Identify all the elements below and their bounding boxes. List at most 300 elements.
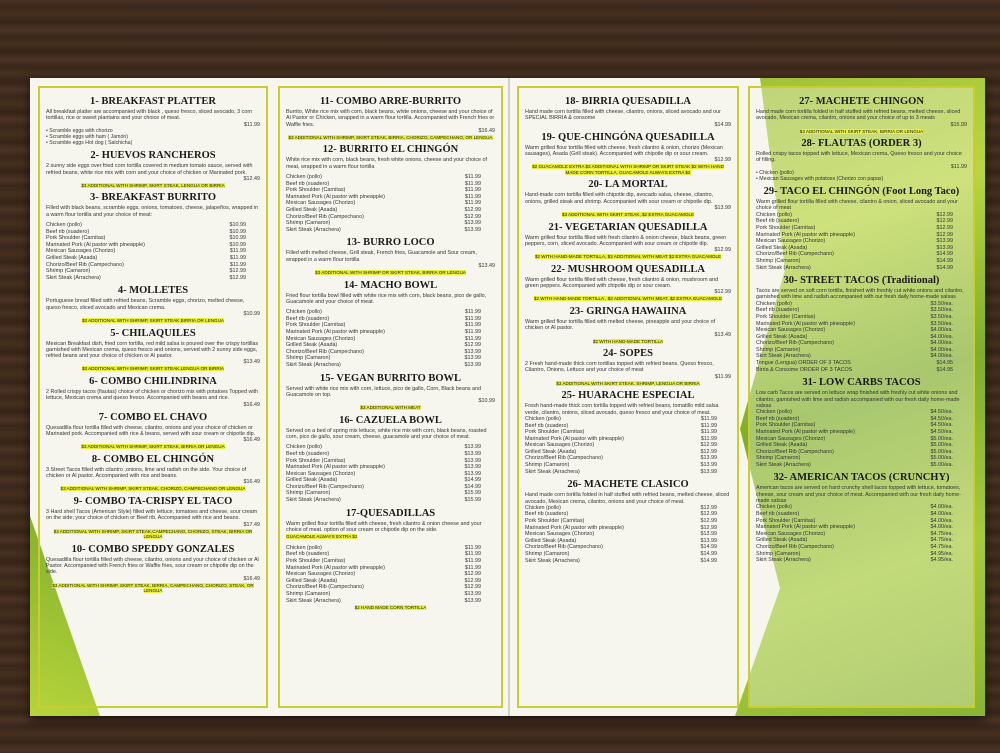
menu-item-5 (46, 328, 260, 372)
item-title: 26- MACHETE CLASICO (567, 479, 689, 491)
option-price: $15.99 (464, 497, 481, 504)
item-title: 13- BURRO LOCO (346, 237, 435, 249)
meat-option: Birria & Consome ORDER OF 3 TACOS (756, 366, 853, 373)
item-title: 5- CHILAQUILES (110, 327, 196, 339)
meat-option: Chicken (pollo) (756, 409, 792, 416)
menu-item-2 (46, 150, 260, 188)
option-price: $12.99 (700, 511, 717, 518)
meat-option: Chicken (pollo) (46, 221, 82, 228)
price-row (286, 451, 495, 458)
item-title: 23- GRINGA HAWAIINA (569, 305, 687, 317)
option-price: $5.00/ea. (930, 435, 953, 442)
price-row (525, 436, 731, 443)
option-price: $13.99 (464, 591, 481, 598)
option-price: $12.99 (936, 211, 953, 218)
item-description: Rolled crispy tacos topped with lettuce, Mexican crema, Queso fresco and your choice of filling. (756, 151, 962, 164)
item-price: $12.99 (714, 247, 731, 254)
price-row (286, 558, 495, 565)
option-price: $14.99 (936, 257, 953, 264)
price-row (525, 558, 731, 565)
meat-option: Chicken (pollo) (525, 415, 561, 422)
extra-note: $3 ADDITIONAL WITH SHRIMP, SKIRT STEAK, LENGUA OR BIRRIA (81, 182, 225, 188)
option-price: $4.95/ea. (930, 550, 953, 557)
item-title: 11- COMBO ARRE-BURRITO (320, 96, 461, 107)
item-title: 17-QUESADILLAS (345, 507, 436, 519)
meat-option: Pork Shoulder (Carnitas) (525, 518, 585, 525)
item-description: Fried flour tortilla bowl filled with white rice mix with corn, black beans, pico de gallo, Guacamole and your choice of meat. (286, 292, 487, 305)
option-price: $11.99 (229, 261, 246, 268)
price-row (286, 342, 495, 349)
item-description: Hand-made corn tortilla filled with chipotle dip, avocado salsa, cheese, cilantro, onions, grilled steak and shrimp. Accompanied with sour cream or chipotle dip. (525, 192, 714, 205)
meat-option: Skirt Steak (Arrachera) (286, 597, 341, 604)
meat-option: Beef rib (suadero) (756, 307, 800, 314)
price-row (46, 222, 260, 229)
price-row (286, 349, 495, 356)
meat-option: Pork Shoulder (Carnitas) (286, 558, 346, 565)
meat-option: Mexican Sausages (Chorizo) (286, 335, 356, 342)
option-price: $12.99 (700, 448, 717, 455)
option-price: $11.99 (464, 328, 481, 335)
meat-option: Mexican Sausages (Chorizo) (286, 200, 356, 207)
option-price: $11.99 (464, 187, 481, 194)
item-title: 20- LA MORTAL (588, 179, 668, 191)
meat-option: Shrimp (Camaron) (286, 490, 331, 497)
meat-option: Chorizo/Beef Rib (Campechano) (46, 261, 124, 268)
option-price: $4.00/ea. (930, 517, 953, 524)
option-price: $4.95/ea. (930, 557, 953, 564)
option-price: $11.99 (700, 429, 717, 436)
option-price: $10.99 (229, 235, 246, 242)
price-row (756, 436, 967, 443)
price-row (525, 462, 731, 469)
option-price: $4.75/ea. (930, 530, 953, 537)
option-price: $12.99 (464, 207, 481, 214)
item-description: Tacos are served on soft corn tortilla, finished with freshly cut white onions and cilantro, garnished with lime and radish accompanied with our fresh daily home-made salsas (756, 288, 964, 301)
option-price: $13.99 (700, 468, 717, 475)
option-price: $13.99 (700, 531, 717, 538)
price-row (286, 207, 495, 214)
option-price: $3.50/ea. (930, 300, 953, 307)
option-price: $13.99 (464, 348, 481, 355)
price-row (756, 245, 967, 252)
price-list (525, 416, 731, 475)
meat-option: Marinated Pork (Al pastor with pineapple) (756, 231, 855, 238)
meat-option: Chicken (pollo) (756, 300, 792, 307)
meat-option: Pork Shoulder (Carnitas) (756, 517, 816, 524)
item-description: Burrito, White rice mix with corn, black beans, white onions, cheese and your choice of Al Pastor or Chicken, wrapped in a warm flour tortilla. Accompanied with French fries or Waffle fries. (286, 109, 495, 128)
option-price: $5.00/ea. (930, 442, 953, 449)
meat-option: Grilled Steak (Asada) (286, 207, 338, 214)
price-row (525, 505, 731, 512)
extra-note: $2 WITH HAND-MADE TORTILLA (592, 338, 664, 344)
option-price: $13.99 (700, 455, 717, 462)
meat-option: Chicken (pollo) (286, 544, 322, 551)
item-description: 3 Street Tacos filled with cilantro ,onions, lime and radish on the side. Your choice of chicken or Al pastor. Accompanied with rice and beans. (46, 466, 247, 480)
item-description: Warm grilled flour tortilla filled with cheese, cilantro & onion, sliced avocado and your choice of meat (756, 199, 958, 212)
item-title: 12- BURRITO EL CHINGÓN (322, 144, 459, 156)
item-price: $14.99 (714, 121, 731, 128)
menu-item-25 (525, 390, 731, 475)
item-price: $12.49 (243, 175, 260, 182)
price-row (286, 598, 495, 605)
option-price: $11.99 (464, 551, 481, 558)
price-row (756, 347, 967, 354)
price-row (286, 490, 495, 497)
meat-option: Beef rib (suadero) (286, 180, 330, 187)
item-description: Hand made corn tortilla folded in half stuffed with refried beans, melted cheese, sliced avocado, Mexican crema, cilantro, onions and your choice of meat. (525, 492, 730, 505)
option-price: $13.99 (464, 355, 481, 362)
option-price: $14.99 (936, 251, 953, 258)
option-price: $12.99 (229, 274, 246, 281)
item-title: 1- BREAKFAST PLATTER (89, 96, 217, 107)
item-title: 24- SOPES (603, 348, 653, 360)
option-price: $12.99 (464, 571, 481, 578)
option-price: $13.99 (936, 238, 953, 245)
price-list (286, 174, 495, 233)
item-price: $11.99 (714, 373, 731, 380)
option-price: $14.99 (464, 477, 481, 484)
price-row (525, 469, 731, 476)
option-price: $3.50/ea. (930, 307, 953, 314)
price-row (286, 214, 495, 221)
price-row (286, 362, 495, 369)
meat-option: Mexican Sausages (Chorizo) (756, 327, 826, 334)
option-price: $13.99 (464, 597, 481, 604)
item-price: $17.49 (243, 521, 260, 528)
price-row (286, 322, 495, 329)
meat-option: Chorizo/Beef Rib (Campechano) (756, 340, 834, 347)
menu-item-19 (525, 132, 731, 176)
menu-column-2 (278, 86, 503, 708)
item-price: $13.49 (714, 331, 731, 338)
option-price: $4.75/ea. (930, 543, 953, 550)
meat-option: Marinated Pork (Al pastor with pineapple) (525, 524, 624, 531)
menu-item-30 (756, 275, 967, 373)
meat-option: Pork Shoulder (Carnitas) (756, 422, 816, 429)
item-price: $16.49 (243, 437, 260, 444)
meat-option: Shrimp (Camaron) (525, 551, 570, 557)
menu-item-17 (286, 508, 495, 611)
price-row (286, 477, 495, 484)
item-description: 2 sunny side eggs over fried corn tortilla covered in medium tomato sauce, served with refried beans, white rice mix with corn and your choice of chicken or Marinated pork. (46, 163, 253, 176)
meat-option: Skirt Steak (Arrachera) (286, 361, 341, 368)
item-price: $13.49 (243, 359, 260, 366)
meat-option: Grilled Steak (Asada) (286, 342, 338, 349)
price-row (756, 416, 967, 423)
meat-option: Skirt Steak (Arrachera) (286, 497, 341, 504)
meat-option: Mexican Sausages (Chorizo) (525, 531, 595, 538)
price-row (756, 360, 967, 367)
meat-option: Skirt Steak (Arrachera) (756, 353, 811, 360)
option-price: $12.99 (936, 218, 953, 225)
price-row (756, 442, 967, 449)
meat-option: Shrimp (Camaron) (525, 462, 570, 469)
meat-option: Marinated Pork (Al pastor with pineapple) (46, 241, 145, 248)
item-description: Warm grilled flour tortilla filled with cheese, fresh cilantro & onion cheese and your choice of meat. option of sour cream or chipotle dip on the side. (286, 520, 482, 533)
price-row (46, 255, 260, 262)
option-price: $11.99 (229, 248, 246, 255)
price-row (756, 321, 967, 328)
option-price: $12.99 (700, 518, 717, 525)
option-price: $4.00/ea. (930, 353, 953, 360)
price-row (286, 545, 495, 552)
menu-item-22 (525, 264, 731, 302)
meat-option: Mexican Sausages (Chorizo) (286, 571, 356, 578)
meat-option: Grilled Steak (Asada) (756, 244, 808, 251)
meat-option: Grilled Steak (Asada) (286, 477, 338, 484)
item-price: $10.99 (243, 310, 260, 317)
price-row (756, 511, 967, 518)
meat-option: Shrimp (Camaron) (46, 268, 91, 275)
price-row (286, 194, 495, 201)
meat-option: Mexican Sausages (Chorizo) (756, 238, 826, 245)
menu-item-13 (286, 237, 495, 275)
option-price: $13.99 (464, 361, 481, 368)
meat-option: Marinated Pork (Al pastor with pineapple) (286, 328, 385, 335)
meat-option: Shrimp (Camaron) (756, 257, 801, 264)
meat-option: Grilled Steak (Asada) (756, 537, 808, 544)
option-price: $12.99 (229, 268, 246, 275)
meat-option: Mexican Sausages (Chorizo) (525, 442, 595, 449)
item-description: Quesadilla flour tortilla filled with cheese, cilantro, onions and your choice of chicken or Marinated pork. Accompanied with rice & beans, served with sour cream or chipotle dip. (46, 424, 256, 437)
option-price: $13.99 (936, 244, 953, 251)
option-price: $11.99 (464, 564, 481, 571)
price-row (286, 551, 495, 558)
meat-option: Chicken (pollo) (525, 504, 561, 511)
item-title: 30- STREET TACOS (Traditional) (783, 275, 940, 287)
option-price: $12.99 (700, 524, 717, 531)
item-title: 6- COMBO CHILINDRINA (89, 376, 217, 387)
price-row (525, 511, 731, 518)
meat-option: Chicken (pollo) (756, 504, 792, 511)
price-row (756, 524, 967, 531)
option-price: $13.99 (700, 537, 717, 544)
menu-column-3 (517, 86, 739, 708)
meat-option: Pork Shoulder (Carnitas) (286, 457, 346, 464)
meat-option: Skirt Steak (Arrachera) (525, 468, 580, 475)
meat-option: Shrimp (Camaron) (756, 455, 801, 462)
item-description: Served on a bed of spring mix lettuce, white rice mix with corn, black beans, roasted corn, pico de gallo, sour cream, cheese, guacamole and your choice of meat. (286, 427, 487, 441)
item-description: Quesadilla flour tortilla filled with cheese, cilantro, onions and your choice of chicken or Al Pastor. Accompanied with French fries or Waffle fries, sour cream or chipotle dip on the side. (46, 556, 259, 576)
price-row (286, 464, 495, 471)
meat-option: Grilled Steak (Asada) (756, 333, 808, 340)
menu-item-8 (46, 454, 260, 492)
price-row (756, 314, 967, 321)
option-price: $14.99 (936, 264, 953, 271)
option-price: $11.99 (229, 254, 246, 261)
option-price: $13.99 (464, 464, 481, 471)
meat-option: Chicken (pollo) (286, 309, 322, 316)
menu-item-12 (286, 144, 495, 233)
meat-option: Chicken (pollo) (286, 444, 322, 451)
menu-item-29 (756, 186, 967, 271)
meat-option: Skirt Steak (Arrachera) (46, 274, 101, 281)
meat-option: Chorizo/Beef Rib (Campechano) (756, 251, 834, 258)
option-price: $4.50/ea. (930, 409, 953, 416)
option-price: $13.99 (464, 226, 481, 233)
price-list (46, 222, 260, 281)
item-price: $16.49 (243, 575, 260, 582)
option-price: $11.99 (464, 315, 481, 322)
price-row (286, 584, 495, 591)
price-row (525, 531, 731, 538)
price-row (286, 227, 495, 234)
menu-item-21 (525, 222, 731, 260)
option-price: $11.99 (464, 544, 481, 551)
item-description: 3 Hard shell Tacos (American Style) filled with lettuce, tomatoes and cheese, sour cream on the side; your choice of chicken or Beef rib. Accompanied with rice and beans. (46, 508, 258, 522)
option-price: $14.99 (464, 483, 481, 490)
item-title: 28- FLAUTAS (ORDER 3) (801, 138, 922, 150)
item-description: American tacos are served on hard crunchy shell tacos topped with lettuce, tomatoes, cheese, sour cream and your choice of meat. Accompanied with our fresh daily home-made salsas (756, 485, 961, 505)
option-price: $4.00/ea. (930, 327, 953, 334)
option-price: $14.99 (700, 544, 717, 551)
price-list (286, 444, 495, 503)
option-price: $14.95 (936, 366, 953, 373)
extra-note: $2 HAND MADE CORN TORTILLA (354, 605, 427, 611)
item-title: 22- MUSHROOM QUESADILLA (550, 263, 705, 275)
option-price: $11.99 (464, 193, 481, 200)
item-price: $13.99 (714, 204, 731, 211)
price-list (756, 212, 967, 271)
price-row (46, 229, 260, 236)
item-description: Fresh hand-made thick corn tortilla topped with refried beans, tomatillo mild salsa verde, cilantro, onions, sliced avocado, queso fresco and your choice of meat. (525, 403, 719, 416)
option-price: $5.00/ea. (930, 455, 953, 462)
meat-option: Marinated Pork (Al pastor with pineapple) (756, 320, 855, 327)
price-row (756, 212, 967, 219)
option-price: $11.99 (700, 435, 717, 442)
meat-option: Mexican Sausages (Chorizo) (756, 530, 826, 537)
option-price: $12.99 (464, 584, 481, 591)
extra-note: $3 ADDITIONAL WITH SHRIMP, SKIRT STEAK,CAMPECHANO, CHORIZO, STEAK, BIRRIA OR LENGUA (53, 528, 253, 540)
price-row (286, 497, 495, 504)
meat-option: Beef rib (suadero) (756, 415, 800, 422)
option-price: $11.99 (464, 200, 481, 207)
menu-item-10 (46, 544, 260, 594)
item-description: Filled with black beans, scramble eggs, onions, tomatoes, cheese, jalapeños, wrapped in a warm flour tortilla and your choice of meat: (46, 205, 259, 218)
menu-item-4 (46, 285, 260, 323)
price-row (286, 329, 495, 336)
price-row (756, 544, 967, 551)
menu-item-16 (286, 415, 495, 504)
item-title: 29- TACO EL CHINGÓN (Foot Long Taco) (763, 186, 960, 198)
option-price: $12.99 (464, 213, 481, 220)
price-row (756, 557, 967, 564)
option-price: $12.99 (464, 342, 481, 349)
price-row (525, 518, 731, 525)
option-price: $11.99 (464, 180, 481, 187)
item-price: $16.49 (243, 401, 260, 408)
price-row (756, 422, 967, 429)
meat-option: Beef rib (suadero) (756, 510, 800, 517)
item-description: Warm grilled flour tortilla filled with cheese, fresh cilantro & onion, mushroom and green peppers. Accompanied with chipotle dip or sour cream. (525, 276, 719, 290)
meat-option: Skirt Steak (Arrachera) (286, 226, 341, 233)
item-title: 8- COMBO EL CHINGÓN (91, 453, 215, 465)
meat-option: Marinated Pork (Al pastor with pineapple) (286, 564, 385, 571)
menu-item-18 (525, 96, 731, 128)
price-row (525, 416, 731, 423)
extra-note: $3 ADDITIONAL WITH SHRIMP, SKIRT STEAK, BIRRIA OR LENGUA (81, 444, 225, 450)
item-title: 16- CAZUELA BOWL (339, 414, 442, 426)
meat-option: Marinated Pork (Al pastor with pineapple) (286, 193, 385, 200)
price-row (756, 551, 967, 558)
menu-item-3 (46, 192, 260, 281)
option-price: $4.75/ea. (930, 537, 953, 544)
meat-option: Marinated Pork (Al pastor with pineapple) (756, 428, 855, 435)
option-price: $11.99 (464, 335, 481, 342)
price-row (756, 429, 967, 436)
extra-note: $3 ADDITIONAL WITH SHRIMP OR SKIRT STEAK, BIRRIA OR LENGUA (315, 270, 466, 276)
price-row (525, 455, 731, 462)
item-title: 18- BIRRIA QUESADILLA (564, 96, 692, 107)
price-row (756, 353, 967, 360)
option-price: $5.00/ea. (930, 461, 953, 468)
price-list (286, 545, 495, 604)
meat-option: Shrimp (Camaron) (286, 591, 331, 598)
meat-option: Marinated Pork (Al pastor with pineapple) (756, 524, 855, 531)
item-price: $15.99 (950, 121, 967, 128)
price-row (286, 355, 495, 362)
meat-option: Chorizo/Beef Rib (Campechano) (525, 455, 603, 462)
option-price: $4.50/ea. (930, 415, 953, 422)
item-description: White rice mix with corn, black beans, fresh white onions, cheese and your choice of meat, wrapped in a warm flour tortilla (286, 157, 488, 170)
option-price: $4.00/ea. (930, 346, 953, 353)
item-price: $12.99 (714, 157, 731, 164)
item-title: 10- COMBO SPEDDY GONZALES (71, 543, 235, 555)
meat-option: Shrimp (Camaron) (756, 346, 801, 353)
item-price: $13.49 (478, 263, 495, 270)
price-row (756, 462, 967, 469)
option-price: $10.99 (229, 221, 246, 228)
price-row (756, 449, 967, 456)
item-price: $16.49 (478, 127, 495, 134)
meat-option: Grilled Steak (Asada) (286, 577, 338, 584)
price-row (525, 544, 731, 551)
menu-item-1 (46, 96, 260, 146)
item-title: 2- HUEVOS RANCHEROS (90, 150, 216, 162)
option-price: $12.99 (936, 224, 953, 231)
price-row (286, 309, 495, 316)
meat-option: Mexican Sausages (Chorizo) (46, 248, 116, 255)
option: • Scramble eggs with chorizo (46, 127, 113, 134)
menu-item-11 (286, 96, 495, 140)
option-price: $11.99 (464, 322, 481, 329)
item-title: 32- AMERICAN TACOS (CRUNCHY) (773, 472, 950, 484)
extra-note: $3 ADDITIONAL WITH SHRIMP, SKIRT STEAK, CHORIZO, CAMPECHANO OR LENGUA (60, 486, 246, 492)
extra-note: GUACAMOLE ALWAYS EXTRA $2 (286, 534, 358, 540)
price-row (756, 232, 967, 239)
item-description: Hand made corn tortilla filled with cheese, cilantro, onions, sliced avocado and our SPECIAL BIRRIA & consome (525, 109, 721, 122)
price-row (286, 200, 495, 207)
option-price: $12.99 (936, 231, 953, 238)
meat-option: Grilled Steak (Asada) (525, 448, 577, 455)
item-title: 25- HUARACHE ESPECIAL (561, 390, 695, 402)
extra-note: $2 WITH HAND-MADE TORTILLA, $3 ADDITIONAL WITH MEAT $2 EXTRA GUACAMOLE (534, 254, 722, 260)
meat-option: Beef rib (suadero) (286, 450, 330, 457)
item-title: 14- MACHO BOWL (343, 279, 438, 291)
price-row (286, 484, 495, 491)
meat-option: Grilled Steak (Asada) (756, 442, 808, 449)
price-row (286, 187, 495, 194)
option-price: $13.99 (464, 444, 481, 451)
meat-option: Shrimp (Camaron) (756, 550, 801, 557)
extra-note: $3 ADDITIONAL WITH SKIRT STEAK, SHRIMP, LENGUA OR BIRRIA (556, 380, 700, 386)
extra-note: $3 ADDITIONAL WITH SKIRT STEAK, BIRRIA OR LENGUA (799, 128, 924, 134)
price-row (46, 275, 260, 282)
price-row (756, 218, 967, 225)
item-price: $16.49 (243, 479, 260, 486)
price-row (286, 591, 495, 598)
item-description: Hand made corn tortilla folded in half stuffed with refried beans, melted cheese, sliced avocado, Mexican crema, cilantro, onions and your choice of up to 3 meats (756, 109, 961, 122)
